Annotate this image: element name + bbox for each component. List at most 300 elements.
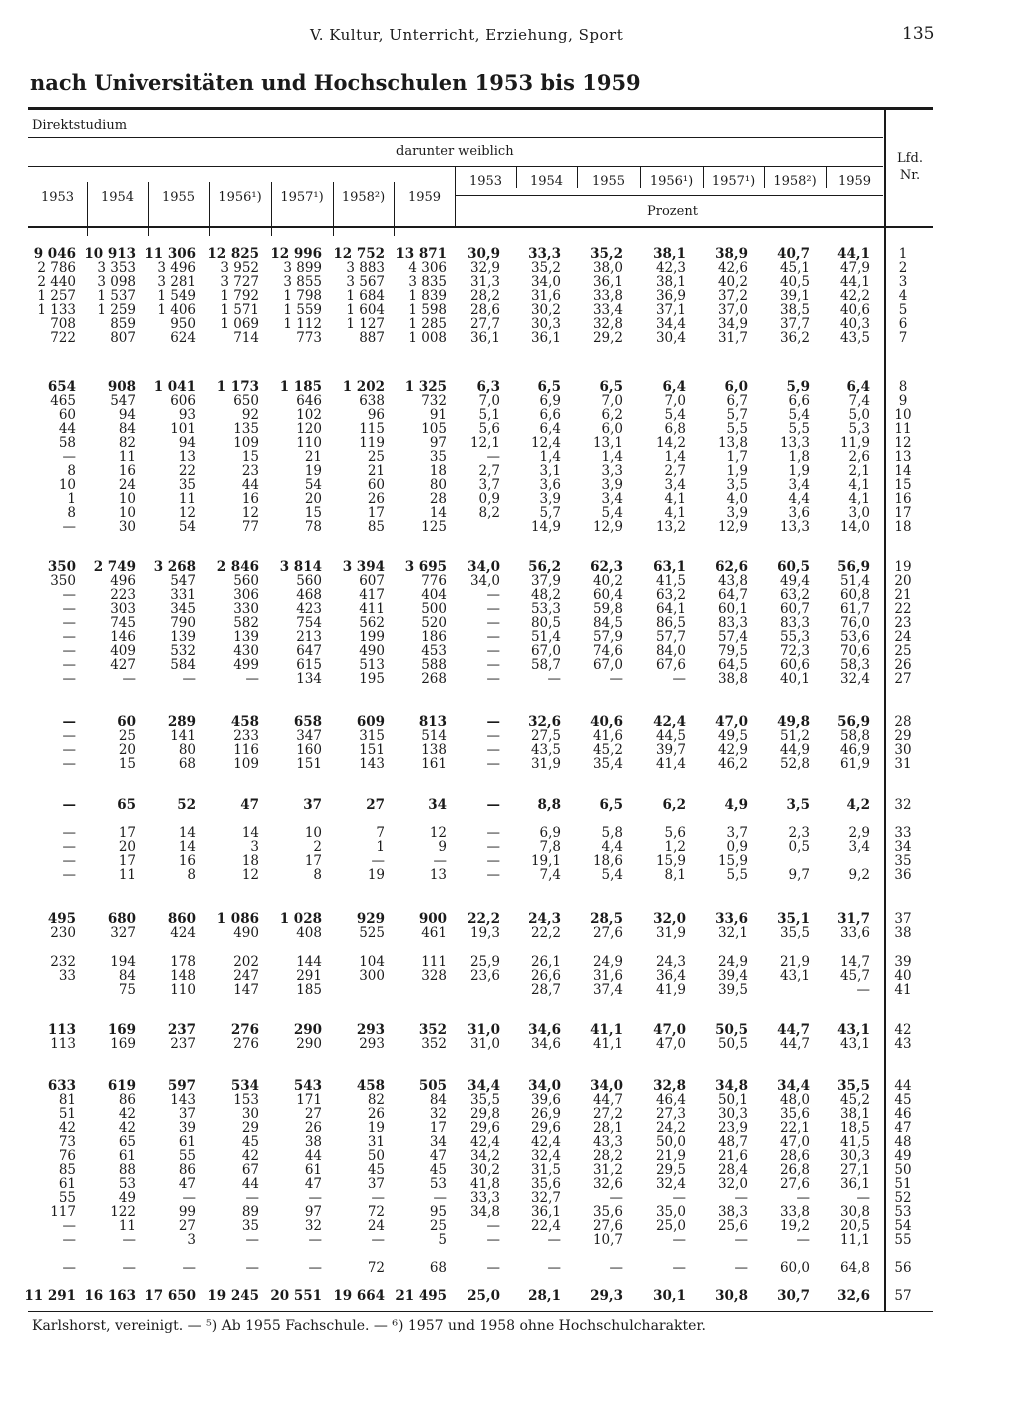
percent-cell: — bbox=[486, 742, 500, 758]
percent-cell: 35,5 bbox=[837, 1078, 870, 1094]
percent-cell: 34,0 bbox=[469, 573, 500, 589]
row-number: 14 bbox=[894, 463, 912, 479]
percent-cell: 3,9 bbox=[539, 491, 561, 507]
row-number: 5 bbox=[898, 302, 908, 318]
count-cell: 588 bbox=[421, 657, 447, 673]
percent-cell: 2,6 bbox=[848, 449, 870, 465]
percent-cell: 29,3 bbox=[590, 1288, 623, 1304]
percent-cell: 53,6 bbox=[839, 629, 870, 645]
count-cell: 86 bbox=[118, 1092, 136, 1108]
percent-cell: 4,2 bbox=[846, 797, 870, 813]
percent-cell: 3,4 bbox=[601, 491, 623, 507]
count-cell: 50 bbox=[367, 1148, 385, 1164]
count-cell: 525 bbox=[359, 925, 385, 941]
percent-cell: 31,9 bbox=[530, 756, 561, 772]
percent-cell: 30,1 bbox=[653, 1288, 686, 1304]
count-cell: 91 bbox=[429, 407, 447, 423]
row-number: 20 bbox=[894, 573, 912, 589]
count-cell: 9 046 bbox=[33, 246, 76, 262]
percent-cell: 55,3 bbox=[779, 629, 810, 645]
count-cell: 199 bbox=[359, 629, 385, 645]
count-cell: 84 bbox=[118, 421, 136, 437]
count-cell: 85 bbox=[367, 519, 385, 535]
count-cell: 11 bbox=[178, 491, 196, 507]
percent-cell: — bbox=[672, 1190, 686, 1206]
percent-cell: 1,4 bbox=[539, 449, 561, 465]
count-cell: 42 bbox=[241, 1148, 259, 1164]
row-number: 23 bbox=[894, 615, 912, 631]
percent-cell: 28,4 bbox=[717, 1162, 748, 1178]
count-cell: 562 bbox=[359, 615, 385, 631]
percent-cell: 6,6 bbox=[788, 393, 810, 409]
count-cell: 1 202 bbox=[342, 379, 385, 395]
count-cell: 1 406 bbox=[157, 302, 196, 318]
count-cell: 10 bbox=[118, 491, 136, 507]
count-cell: 11 bbox=[118, 867, 136, 883]
percent-cell: 30,3 bbox=[839, 1148, 870, 1164]
count-cell: 315 bbox=[359, 728, 385, 744]
percent-cell: — bbox=[609, 1260, 623, 1276]
percent-cell: 57,4 bbox=[717, 629, 748, 645]
top-rule bbox=[28, 107, 933, 110]
percent-cell: 24,3 bbox=[655, 954, 686, 970]
count-cell: 20 bbox=[118, 742, 136, 758]
percent-cell: 6,9 bbox=[539, 393, 561, 409]
count-cell: 45 bbox=[367, 1162, 385, 1178]
percent-cell: 35,0 bbox=[655, 1204, 686, 1220]
count-cell: 859 bbox=[110, 316, 136, 332]
count-cell: — bbox=[62, 643, 76, 659]
percent-cell: 13,2 bbox=[655, 519, 686, 535]
percent-cell: 4,1 bbox=[664, 491, 686, 507]
count-cell: 19 bbox=[367, 1120, 385, 1136]
count-cell: 12 bbox=[241, 867, 259, 883]
percent-cell: 5,9 bbox=[786, 379, 810, 395]
count-cell: 109 bbox=[233, 435, 259, 451]
percent-cell: 27,7 bbox=[469, 316, 500, 332]
count-cell: 19 664 bbox=[333, 1288, 385, 1304]
count-cell: 908 bbox=[107, 379, 136, 395]
percent-cell: 5,4 bbox=[664, 407, 686, 423]
percent-cell: 36,2 bbox=[779, 330, 810, 346]
percent-cell: 29,5 bbox=[655, 1162, 686, 1178]
count-cell: 461 bbox=[421, 925, 447, 941]
row-number: 40 bbox=[894, 968, 912, 984]
count-cell: 12 752 bbox=[333, 246, 385, 262]
percent-cell: — bbox=[734, 1232, 748, 1248]
count-cell: 495 bbox=[47, 911, 76, 927]
percent-cell: 30,8 bbox=[715, 1288, 748, 1304]
count-cell: 42 bbox=[58, 1120, 76, 1136]
count-cell: 547 bbox=[170, 573, 196, 589]
percent-cell: 49,8 bbox=[777, 714, 810, 730]
percent-cell: 27,6 bbox=[592, 925, 623, 941]
percent-cell: 32,4 bbox=[530, 1148, 561, 1164]
percent-cell: 6,0 bbox=[601, 421, 623, 437]
percent-cell: 19,1 bbox=[530, 853, 561, 869]
percent-cell: — bbox=[486, 867, 500, 883]
count-cell: 67 bbox=[241, 1162, 259, 1178]
count-cell: 147 bbox=[233, 982, 259, 998]
percent-cell: 6,5 bbox=[599, 379, 623, 395]
count-cell: 1 798 bbox=[283, 288, 322, 304]
count-cell: 30 bbox=[118, 519, 136, 535]
count-cell: 3 567 bbox=[346, 274, 385, 290]
percent-cell: 30,4 bbox=[655, 330, 686, 346]
row-number: 46 bbox=[894, 1106, 912, 1122]
count-cell: 97 bbox=[429, 435, 447, 451]
percent-cell: 14,7 bbox=[839, 954, 870, 970]
percent-cell: 11,1 bbox=[839, 1232, 870, 1248]
percent-cell: 79,5 bbox=[717, 643, 748, 659]
percent-cell: 38,9 bbox=[715, 246, 748, 262]
count-cell: 1 bbox=[376, 839, 385, 855]
count-cell: 754 bbox=[296, 615, 322, 631]
percent-cell: 31,0 bbox=[469, 1036, 500, 1052]
count-year-header-divider bbox=[394, 182, 395, 236]
percent-cell: 6,4 bbox=[539, 421, 561, 437]
count-cell: — bbox=[182, 671, 196, 687]
percent-cell: 33,4 bbox=[592, 302, 623, 318]
percent-cell: 21,9 bbox=[655, 1148, 686, 1164]
row-number: 52 bbox=[894, 1190, 912, 1206]
percent-cell: 37,9 bbox=[530, 573, 561, 589]
count-cell: 306 bbox=[233, 587, 259, 603]
count-cell: 500 bbox=[421, 601, 447, 617]
count-year-header-divider bbox=[148, 182, 149, 236]
count-cell: 330 bbox=[233, 601, 259, 617]
row-number: 4 bbox=[898, 288, 908, 304]
count-cell: 25 bbox=[367, 449, 385, 465]
count-cell: 94 bbox=[178, 435, 196, 451]
percent-cell: 35,5 bbox=[779, 925, 810, 941]
percent-cell: 60,6 bbox=[779, 657, 810, 673]
percent-cell: 3,1 bbox=[539, 463, 561, 479]
count-cell: 17 bbox=[118, 825, 136, 841]
percent-cell: 63,2 bbox=[779, 587, 810, 603]
percent-cell: 48,0 bbox=[779, 1092, 810, 1108]
percent-cell: 41,9 bbox=[655, 982, 686, 998]
count-cell: 53 bbox=[429, 1176, 447, 1192]
count-cell: 276 bbox=[233, 1036, 259, 1052]
count-cell: — bbox=[62, 825, 76, 841]
percent-cell: 5,3 bbox=[848, 421, 870, 437]
count-cell: 1 839 bbox=[408, 288, 447, 304]
count-cell: 109 bbox=[233, 756, 259, 772]
count-cell: 560 bbox=[296, 573, 322, 589]
percent-cell: 44,9 bbox=[779, 742, 810, 758]
percent-cell: 21,6 bbox=[717, 1148, 748, 1164]
percent-cell: 6,7 bbox=[726, 393, 748, 409]
count-cell: 68 bbox=[429, 1260, 447, 1276]
percent-cell: 42,4 bbox=[530, 1134, 561, 1150]
percent-cell: 36,1 bbox=[592, 274, 623, 290]
row-number: 37 bbox=[894, 911, 912, 927]
percent-cell: 29,6 bbox=[530, 1120, 561, 1136]
count-cell: 10 bbox=[58, 477, 76, 493]
count-cell: 350 bbox=[47, 559, 76, 575]
count-cell: 17 bbox=[304, 853, 322, 869]
percent-cell: 3,6 bbox=[788, 505, 810, 521]
count-cell: 3 353 bbox=[97, 260, 136, 276]
count-cell: 290 bbox=[293, 1022, 322, 1038]
count-cell: 490 bbox=[359, 643, 385, 659]
percent-cell: 42,4 bbox=[653, 714, 686, 730]
percent-cell: 34,0 bbox=[528, 1078, 561, 1094]
percent-cell: 43,1 bbox=[839, 1036, 870, 1052]
count-cell: 35 bbox=[429, 449, 447, 465]
count-cell: 232 bbox=[50, 954, 76, 970]
count-cell: 15 bbox=[241, 449, 259, 465]
percent-cell: 30,9 bbox=[467, 246, 500, 262]
count-cell: 18 bbox=[429, 463, 447, 479]
count-cell: 680 bbox=[107, 911, 136, 927]
count-cell: — bbox=[308, 1232, 322, 1248]
count-cell: 458 bbox=[230, 714, 259, 730]
row-number: 13 bbox=[894, 449, 912, 465]
percent-cell: 8,8 bbox=[537, 797, 561, 813]
percent-cell: 37,2 bbox=[717, 288, 748, 304]
page-number: 135 bbox=[902, 24, 935, 44]
count-cell: 513 bbox=[359, 657, 385, 673]
row-number: 18 bbox=[894, 519, 912, 535]
percent-cell: 34,6 bbox=[528, 1022, 561, 1038]
percent-cell: 47,0 bbox=[653, 1022, 686, 1038]
percent-cell: 6,2 bbox=[662, 797, 686, 813]
percent-cell: 45,2 bbox=[839, 1092, 870, 1108]
percent-cell: 34,4 bbox=[777, 1078, 810, 1094]
footer-note: Karlshorst, vereinigt. — ⁵) Ab 1955 Fachschule. — ⁶) 1957 und 1958 ohne Hochschulcharakter. bbox=[32, 1318, 706, 1334]
count-cell: — bbox=[182, 1190, 196, 1206]
count-cell: 887 bbox=[359, 330, 385, 346]
count-cell: 290 bbox=[296, 1036, 322, 1052]
percent-cell: 33,8 bbox=[779, 1204, 810, 1220]
percent-cell: 40,6 bbox=[590, 714, 623, 730]
percent-cell: 70,6 bbox=[839, 643, 870, 659]
percent-cell: 27,3 bbox=[655, 1106, 686, 1122]
percent-cell: 33,8 bbox=[592, 288, 623, 304]
percent-cell: 0,9 bbox=[478, 491, 500, 507]
row-number: 49 bbox=[894, 1148, 912, 1164]
count-cell: 708 bbox=[50, 316, 76, 332]
percent-cell: 7,0 bbox=[478, 393, 500, 409]
count-cell: 560 bbox=[233, 573, 259, 589]
percent-cell: 4,1 bbox=[664, 505, 686, 521]
count-cell: 113 bbox=[50, 1036, 76, 1052]
percent-cell: 27,1 bbox=[839, 1162, 870, 1178]
percent-cell: 36,1 bbox=[839, 1176, 870, 1192]
percent-cell: 1,4 bbox=[601, 449, 623, 465]
percent-cell: 20,5 bbox=[839, 1218, 870, 1234]
count-cell: 16 bbox=[178, 853, 196, 869]
percent-cell: — bbox=[486, 797, 500, 813]
percent-cell: 7,0 bbox=[601, 393, 623, 409]
percent-cell: 8,1 bbox=[664, 867, 686, 883]
count-cell: 2 440 bbox=[37, 274, 76, 290]
percent-cell: 26,6 bbox=[530, 968, 561, 984]
percent-year-header-divider bbox=[640, 166, 641, 188]
count-cell: 352 bbox=[421, 1036, 447, 1052]
count-cell: 125 bbox=[421, 519, 447, 535]
percent-cell: — bbox=[796, 1190, 810, 1206]
count-cell: 3 695 bbox=[404, 559, 447, 575]
count-cell: 53 bbox=[118, 1176, 136, 1192]
count-cell: 950 bbox=[170, 316, 196, 332]
count-cell: 453 bbox=[421, 643, 447, 659]
percent-cell: 1,8 bbox=[788, 449, 810, 465]
percent-cell: 5,5 bbox=[726, 421, 748, 437]
row-number: 21 bbox=[894, 587, 912, 603]
percent-cell: 5,4 bbox=[601, 867, 623, 883]
row-number: 51 bbox=[894, 1176, 912, 1192]
count-cell: 117 bbox=[50, 1204, 76, 1220]
count-cell: 134 bbox=[296, 671, 322, 687]
percent-cell: 6,2 bbox=[601, 407, 623, 423]
percent-cell: 43,1 bbox=[837, 1022, 870, 1038]
percent-cell: 24,2 bbox=[655, 1120, 686, 1136]
count-cell: 32 bbox=[429, 1106, 447, 1122]
count-cell: 82 bbox=[367, 1092, 385, 1108]
percent-cell: 3,5 bbox=[786, 797, 810, 813]
percent-cell: 13,1 bbox=[592, 435, 623, 451]
count-cell: 15 bbox=[118, 756, 136, 772]
count-cell: 94 bbox=[118, 407, 136, 423]
percent-cell: 4,4 bbox=[601, 839, 623, 855]
count-cell: 44 bbox=[304, 1148, 322, 1164]
count-cell: 42 bbox=[118, 1106, 136, 1122]
count-cell: — bbox=[62, 742, 76, 758]
count-cell: — bbox=[62, 714, 76, 730]
row-number: 2 bbox=[898, 260, 908, 276]
percent-cell: 86,5 bbox=[655, 615, 686, 631]
row-number: 55 bbox=[894, 1232, 912, 1248]
percent-cell: 43,3 bbox=[592, 1134, 623, 1150]
percent-cell: 58,8 bbox=[839, 728, 870, 744]
count-cell: 120 bbox=[296, 421, 322, 437]
count-cell: 11 306 bbox=[144, 246, 196, 262]
percent-cell: 72,3 bbox=[779, 643, 810, 659]
percent-cell: — bbox=[486, 657, 500, 673]
count-cell: 141 bbox=[170, 728, 196, 744]
percent-cell: 38,3 bbox=[717, 1204, 748, 1220]
count-cell: 606 bbox=[170, 393, 196, 409]
count-cell: 8 bbox=[67, 463, 76, 479]
count-cell: — bbox=[62, 867, 76, 883]
percent-cell: 57,7 bbox=[655, 629, 686, 645]
count-cell: 19 bbox=[367, 867, 385, 883]
count-cell: 1 598 bbox=[408, 302, 447, 318]
count-cell: 1 173 bbox=[216, 379, 259, 395]
count-cell: 34 bbox=[429, 1134, 447, 1150]
count-cell: 237 bbox=[170, 1036, 196, 1052]
percent-cell: 15,9 bbox=[655, 853, 686, 869]
percent-cell: 32,8 bbox=[653, 1078, 686, 1094]
count-cell: 3 835 bbox=[408, 274, 447, 290]
count-cell: 12 bbox=[178, 505, 196, 521]
count-cell: — bbox=[62, 797, 76, 813]
percent-cell: — bbox=[547, 671, 561, 687]
count-cell: 732 bbox=[421, 393, 447, 409]
count-cell: 61 bbox=[304, 1162, 322, 1178]
count-cell: 13 871 bbox=[395, 246, 447, 262]
percent-cell: 19,3 bbox=[469, 925, 500, 941]
percent-cell: 30,3 bbox=[717, 1106, 748, 1122]
count-cell: 293 bbox=[356, 1022, 385, 1038]
count-cell: 45 bbox=[429, 1162, 447, 1178]
percent-cell: — bbox=[796, 1232, 810, 1248]
percent-cell: 41,5 bbox=[839, 1134, 870, 1150]
percent-cell: 43,8 bbox=[717, 573, 748, 589]
count-cell: 65 bbox=[118, 1134, 136, 1150]
count-year-header-divider bbox=[333, 182, 334, 236]
percent-cell: — bbox=[486, 728, 500, 744]
percent-cell: — bbox=[609, 671, 623, 687]
count-cell: 424 bbox=[170, 925, 196, 941]
percent-cell: 27,6 bbox=[779, 1176, 810, 1192]
count-cell: 47 bbox=[178, 1176, 196, 1192]
percent-cell: 36,4 bbox=[655, 968, 686, 984]
count-cell: 37 bbox=[367, 1176, 385, 1192]
percent-cell: 28,5 bbox=[590, 911, 623, 927]
count-cell: 17 bbox=[118, 853, 136, 869]
count-cell: 1 112 bbox=[283, 316, 322, 332]
percent-cell: 24,9 bbox=[717, 954, 748, 970]
count-cell: 34 bbox=[428, 797, 447, 813]
row-number: 36 bbox=[894, 867, 912, 883]
count-cell: 97 bbox=[304, 1204, 322, 1220]
count-cell: 148 bbox=[170, 968, 196, 984]
percent-cell: 3,4 bbox=[664, 477, 686, 493]
percent-cell: 32,7 bbox=[530, 1190, 561, 1206]
percent-year-header-1: 1953 bbox=[468, 174, 503, 189]
percent-cell: — bbox=[672, 671, 686, 687]
count-cell: 468 bbox=[296, 587, 322, 603]
count-cell: 116 bbox=[233, 742, 259, 758]
percent-cell: 29,6 bbox=[469, 1120, 500, 1136]
count-cell: 1 684 bbox=[346, 288, 385, 304]
count-cell: 54 bbox=[304, 477, 322, 493]
percent-cell: — bbox=[486, 1232, 500, 1248]
count-cell: 7 bbox=[376, 825, 385, 841]
group-rule bbox=[28, 137, 883, 138]
percent-cell: 34,8 bbox=[715, 1078, 748, 1094]
count-cell: 68 bbox=[178, 756, 196, 772]
percent-cell: 2,3 bbox=[788, 825, 810, 841]
percent-cell: 61,9 bbox=[839, 756, 870, 772]
percent-cell: 28,6 bbox=[469, 302, 500, 318]
percent-cell: 25,0 bbox=[655, 1218, 686, 1234]
percent-cell: 38,1 bbox=[655, 274, 686, 290]
count-cell: 65 bbox=[117, 797, 136, 813]
count-cell: 171 bbox=[296, 1092, 322, 1108]
count-cell: 408 bbox=[296, 925, 322, 941]
percent-cell: 34,0 bbox=[530, 274, 561, 290]
percent-cell: 32,6 bbox=[837, 1288, 870, 1304]
count-cell: 929 bbox=[356, 911, 385, 927]
count-cell: 17 bbox=[429, 1120, 447, 1136]
count-cell: 268 bbox=[421, 671, 447, 687]
percent-cell: 47,9 bbox=[839, 260, 870, 276]
percent-cell: 27,6 bbox=[592, 1218, 623, 1234]
count-cell: 1 133 bbox=[37, 302, 76, 318]
percent-cell: 31,6 bbox=[530, 288, 561, 304]
count-cell: 300 bbox=[359, 968, 385, 984]
percent-cell: — bbox=[734, 1260, 748, 1276]
row-number: 31 bbox=[894, 756, 912, 772]
count-cell: 82 bbox=[118, 435, 136, 451]
count-cell: 186 bbox=[421, 629, 447, 645]
percent-cell: — bbox=[486, 756, 500, 772]
